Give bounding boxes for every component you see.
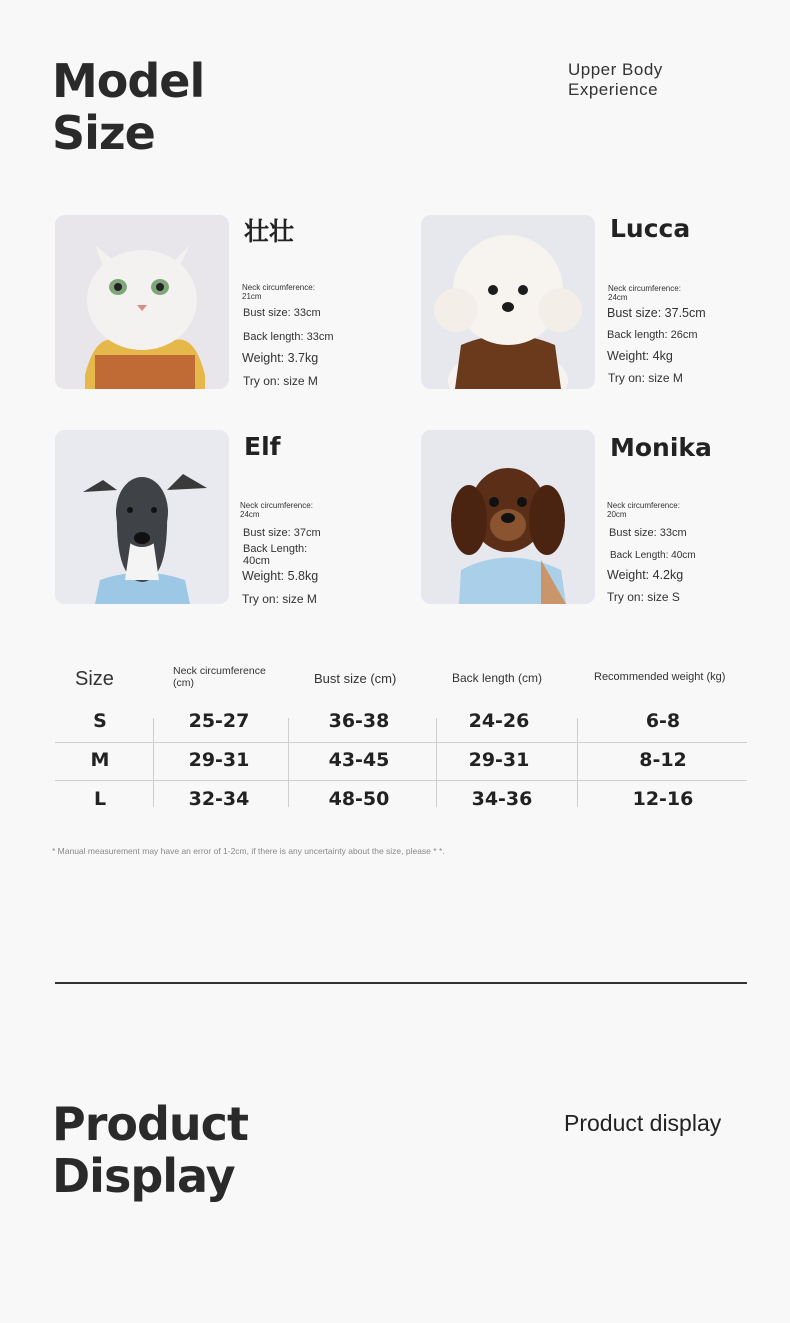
table-cell: 6-8: [645, 710, 681, 732]
table-column-divider: [577, 718, 578, 807]
pet-3-weight: Weight: 5.8kg: [242, 569, 319, 583]
table-cell: 29-31: [188, 749, 250, 771]
product-display-label: Product display: [564, 1110, 722, 1136]
poodle-photo: [421, 215, 595, 389]
pet-3-bust: Bust size: 37cm: [243, 527, 321, 539]
section-divider: [55, 982, 747, 984]
table-cell: 8-12: [639, 749, 687, 771]
table-cell: 36-38: [328, 710, 390, 732]
cat-photo: [55, 215, 229, 389]
table-cell: 43-45: [328, 749, 390, 771]
pet-1-try: Try on: size M: [243, 374, 318, 388]
table-header-size: Size: [75, 668, 114, 690]
table-header-bust: Bust size (cm): [314, 671, 397, 686]
side-line-2: Experience: [568, 80, 659, 99]
model-size-title: [52, 55, 204, 159]
pet-2-bust: Bust size: 37.5cm: [607, 306, 706, 320]
table-column-divider: [288, 718, 289, 807]
title-line-2: Size: [52, 106, 155, 160]
pet-3-neck: Neck circumference: 24cm: [240, 501, 313, 519]
pet-1-back: Back length: 33cm: [243, 331, 334, 343]
table-cell: 32-34: [188, 788, 250, 810]
pet-4-neck: Neck circumference: 20cm: [607, 501, 680, 519]
pet-2-back: Back length: 26cm: [607, 329, 698, 341]
table-cell: M: [90, 749, 110, 771]
pet-4-back: Back Length: 40cm: [610, 550, 696, 561]
pet-1-bust: Bust size: 33cm: [243, 307, 321, 319]
pet-name-4: Monika: [610, 433, 712, 462]
product-display-title: [52, 1098, 248, 1202]
table-cell: L: [93, 788, 107, 810]
pet-2-try: Try on: size M: [608, 371, 683, 385]
table-header-neck: Neck circumference (cm): [173, 665, 266, 689]
table-header-back: Back length (cm): [452, 671, 543, 685]
table-column-divider: [436, 718, 437, 807]
pet-4-try: Try on: size S: [607, 590, 680, 604]
measurement-note: * Manual measurement may have an error of 1-2cm, if there is any uncertainty about the size, please * *.: [52, 846, 445, 856]
title-line-1: Product: [52, 1097, 248, 1151]
pet-2-weight: Weight: 4kg: [607, 349, 673, 363]
title-line-1: Model: [52, 54, 205, 108]
pet-3-back: Back Length: 40cm: [243, 543, 308, 567]
pet-name-2: Lucca: [610, 214, 691, 243]
table-cell: 24-26: [468, 710, 530, 732]
pet-4-bust: Bust size: 33cm: [609, 527, 687, 539]
side-line-1: Upper Body: [568, 60, 663, 79]
upper-body-label: [568, 60, 663, 100]
greyhound-photo: [55, 430, 229, 604]
table-cell: 34-36: [471, 788, 533, 810]
pet-1-neck: Neck circumference: 21cm: [242, 283, 315, 301]
pet-2-neck: Neck circumference: 24cm: [608, 284, 681, 302]
table-cell: 29-31: [468, 749, 530, 771]
pet-1-weight: Weight: 3.7kg: [242, 351, 319, 365]
pet-3-try: Try on: size M: [242, 592, 317, 606]
dachshund-photo: [421, 430, 595, 604]
table-column-divider: [153, 718, 154, 807]
pet-name-3: Elf: [244, 432, 281, 461]
table-cell: 25-27: [188, 710, 250, 732]
table-header-weight: Recommended weight (kg): [594, 671, 726, 683]
table-divider: [55, 742, 747, 743]
table-divider: [55, 780, 747, 781]
table-cell: S: [93, 710, 107, 732]
pet-name-1: 壮壮: [244, 217, 295, 246]
pet-4-weight: Weight: 4.2kg: [607, 568, 684, 582]
title-line-2: Display: [52, 1149, 235, 1203]
table-cell: 48-50: [328, 788, 390, 810]
table-cell: 12-16: [632, 788, 694, 810]
